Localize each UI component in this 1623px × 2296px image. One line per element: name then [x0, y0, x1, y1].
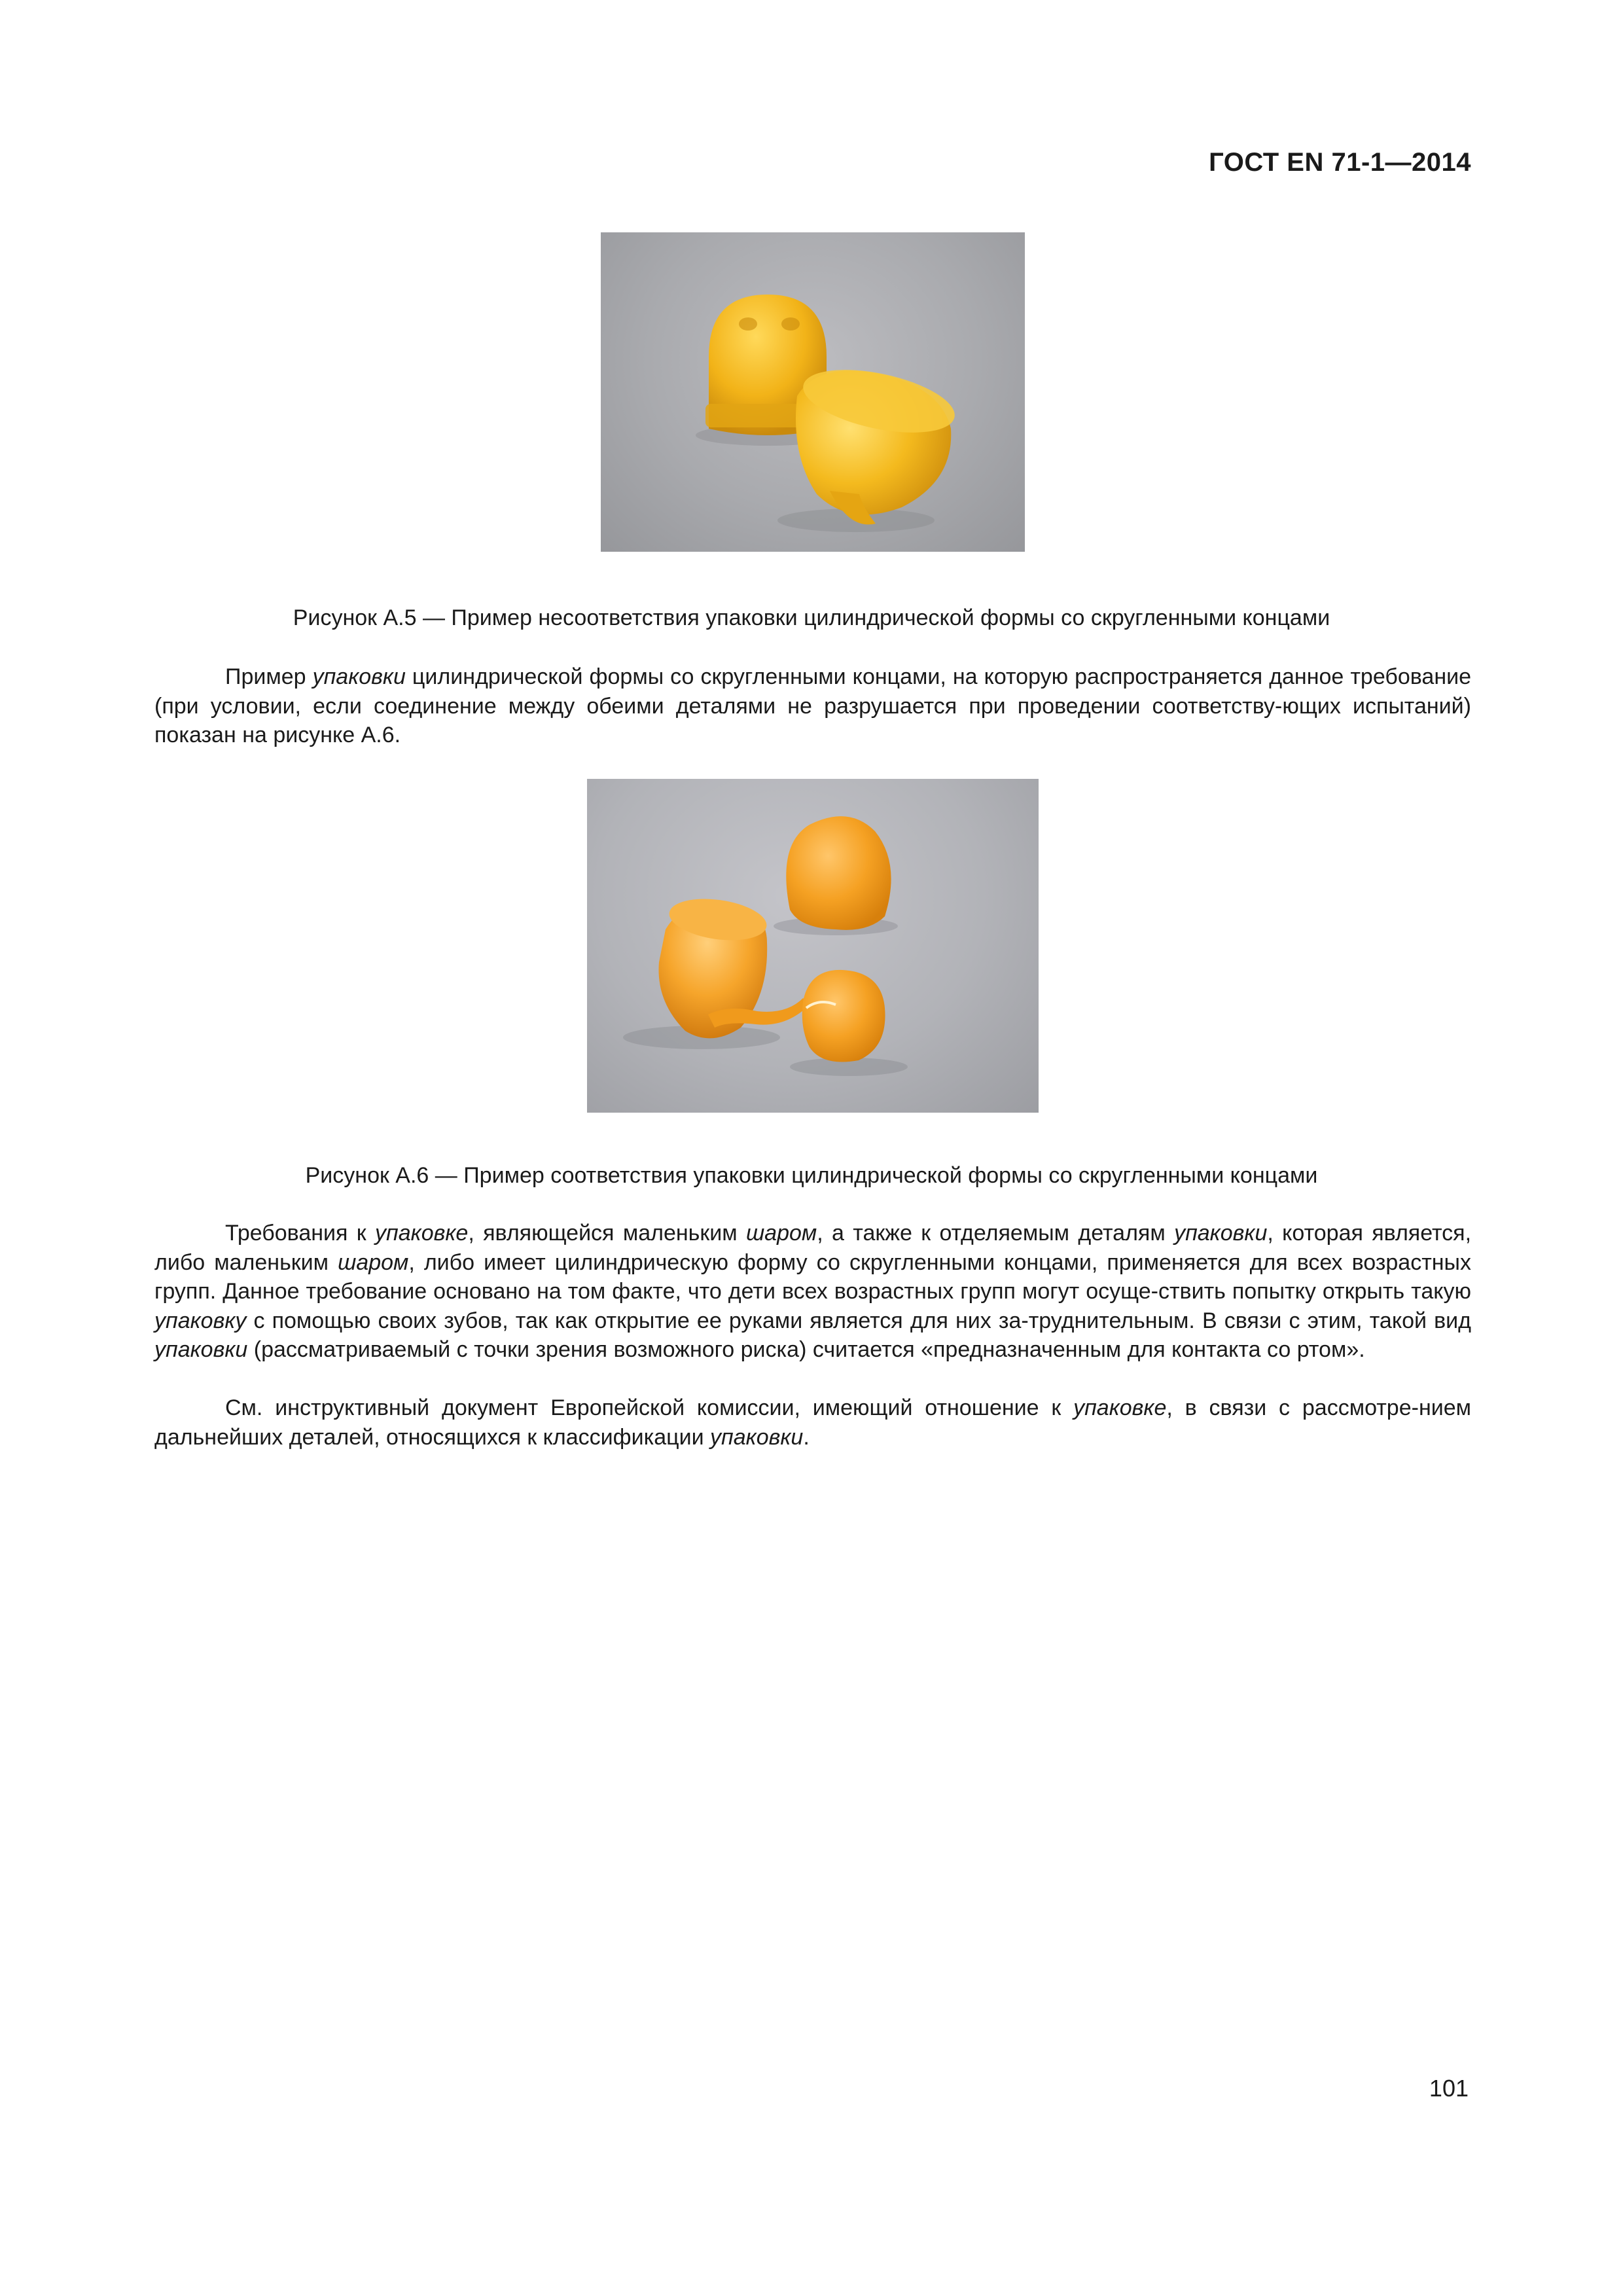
yellow-capsule-illustration [601, 232, 1025, 552]
figure-a6-photo [587, 779, 1039, 1113]
document-code: ГОСТ EN 71-1—2014 [1209, 148, 1471, 177]
paragraph-2: Требования к упаковке, являющейся маленьким шаром, а также к отделяемым деталям упаковки, которая является, либо маленьким шаром, либо имеет цилиндрическую форму со скругленными концами, применяется для всех возрастных групп. Данное требование основано на том факте, что дети всех возрастных групп могут осуще-ствить попытку открыть такую упаковку с помощью своих зубов, так как открытие ее руками является для них за-труднительным. В связи с этим, такой вид упаковки (рассматриваемый с точки зрения возможного риска) считается «предназначенным для контакта со ртом». [154, 1221, 1472, 1362]
paragraph-1: Пример упаковки цилиндрической формы со скругленными концами, на которую распространяется данное требование (при условии, если соединение между обеими деталями не разрушается при проведении соответству-ющих испытаний) показан на рисунке А.6. [154, 664, 1471, 747]
page-number: 101 [1429, 2075, 1469, 2102]
figure-a6-caption: Рисунок А.6 — Пример соответствия упаковки цилиндрической формы со скругленными концами [305, 1163, 1318, 1188]
paragraph-3: См. инструктивный документ Европейской комиссии, имеющий отношение к упаковке, в связи с рассмотре-нием дальнейших деталей, относящихся к классификации упаковки. [154, 1395, 1471, 1450]
figure-a5-caption: Рисунок А.5 — Пример несоответствия упаковки цилиндрической формы со скругленными концами [293, 605, 1330, 630]
orange-capsule-illustration [587, 779, 1039, 1113]
figure-a5-photo [601, 232, 1025, 552]
